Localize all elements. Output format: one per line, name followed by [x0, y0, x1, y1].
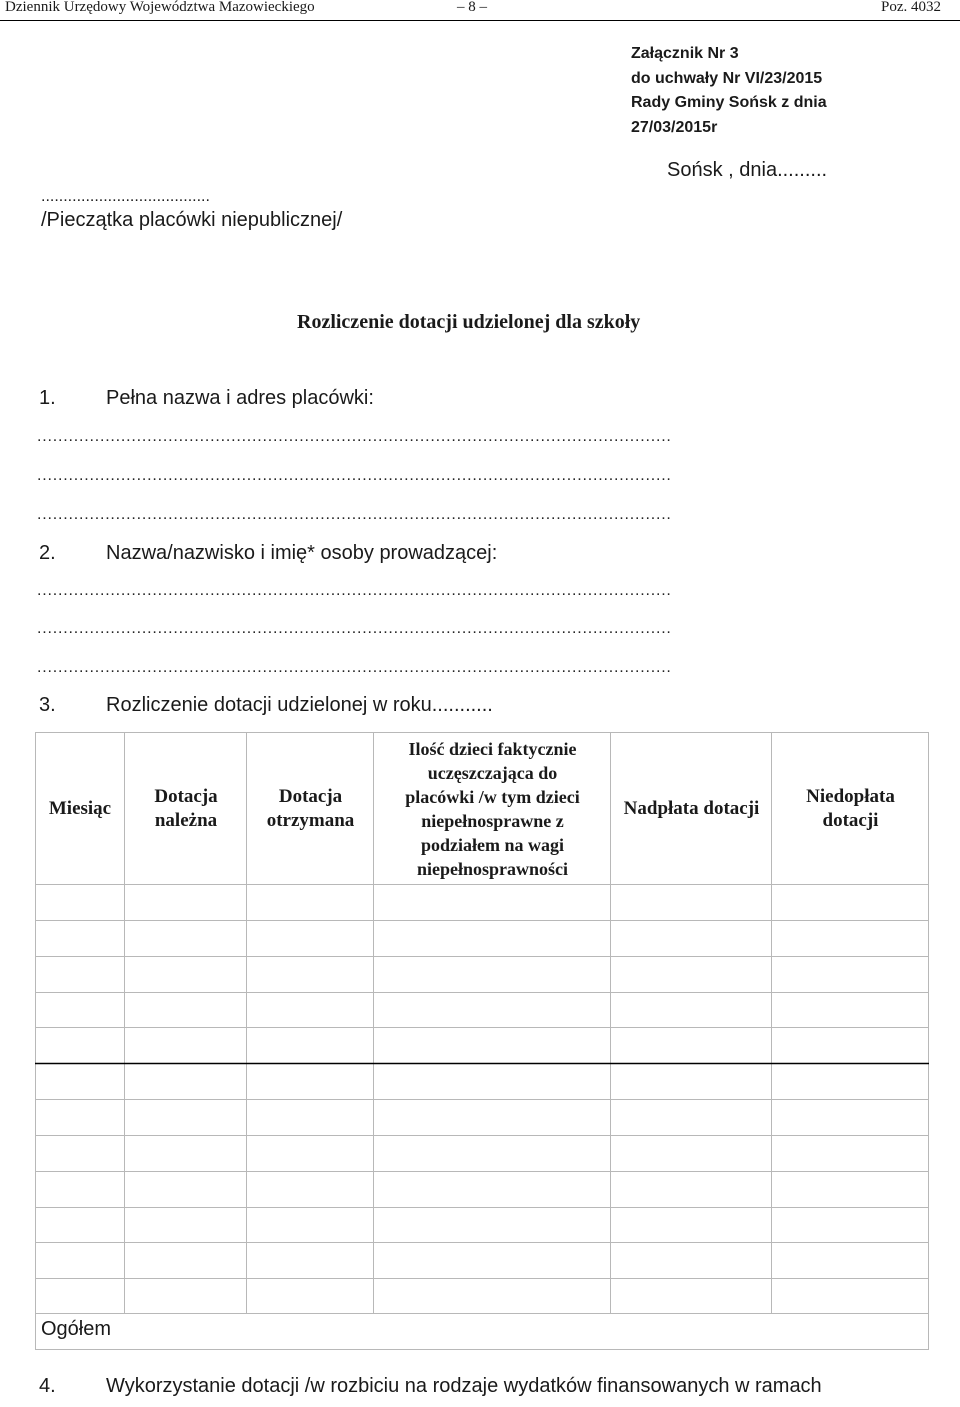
journal-title: Dziennik Urzędowy Województwa Mazowieckiego [5, 0, 315, 15]
section-1-label: Pełna nazwa i adres placówki: [106, 387, 374, 409]
dotted-line: ......................................................................................................................... [37, 582, 672, 599]
header-grant-due-line1: Dotacja [154, 786, 218, 807]
header-underpayment [772, 733, 929, 885]
header-children-line3: placówki /w tym dzieci [405, 787, 580, 807]
header-grant-due-line2: należna [154, 810, 218, 831]
header-grant-received [247, 733, 374, 885]
header-month-label: Miesiąc [48, 798, 112, 819]
annex-line-1: Załącznik Nr 3 [631, 45, 739, 62]
dotted-line: ......................................................................................................................... [37, 428, 672, 445]
dotted-line: ......................................................................................................................... [37, 506, 672, 523]
section-4-label: Wykorzystanie dotacji /w rozbiciu na rodzaje wydatków finansowanych w ramach [106, 1375, 822, 1397]
stamp-dots: ...................................... [41, 188, 210, 205]
dotted-line: ......................................................................................................................... [37, 467, 672, 484]
header-children-count [374, 734, 611, 884]
annex-line-2: do uchwały Nr VI/23/2015 [631, 69, 823, 87]
header-children-line5: podziałem na wagi [420, 835, 564, 855]
header-children-line1: Ilość dzieci faktycznie [408, 739, 577, 759]
header-grant-received-line2: otrzymana [266, 810, 355, 831]
place-date: Sońsk , dnia......... [667, 159, 828, 181]
section-4-number: 4. [39, 1375, 56, 1397]
stamp-label: /Pieczątka placówki niepublicznej/ [41, 209, 343, 231]
annex-line-3: Rady Gminy Sońsk z dnia [631, 94, 827, 111]
header-overpayment-label: Nadpłata dotacji [623, 798, 760, 819]
header-grant-received-line1: Dotacja [278, 786, 343, 807]
section-2-label: Nazwa/nazwisko i imię* osoby prowadzącej: [106, 542, 498, 564]
header-grant-due [125, 733, 247, 885]
position-number: Poz. 4032 [881, 0, 941, 15]
section-2-number: 2. [39, 542, 56, 564]
section-3-number: 3. [39, 694, 56, 716]
header-children-line4: niepełnosprawne z [421, 811, 564, 831]
header-children-line2: uczęszczająca do [427, 763, 558, 783]
page-number: – 8 – [457, 0, 487, 15]
section-1-number: 1. [39, 387, 56, 409]
header-overpayment [611, 733, 772, 885]
header-underpayment-line1: Niedopłata [806, 786, 895, 807]
section-3-label: Rozliczenie dotacji udzielonej w roku........... [106, 694, 493, 716]
dotted-line: ......................................................................................................................... [37, 659, 672, 676]
dotted-line: ......................................................................................................................... [37, 620, 672, 637]
document-title: Rozliczenie dotacji udzielonej dla szkoły [297, 311, 641, 333]
annex-line-4: 27/03/2015r [631, 118, 718, 136]
header-month [35, 733, 125, 885]
total-label: Ogółem [41, 1318, 112, 1340]
header-children-line6: niepełnosprawności [416, 859, 569, 879]
header-underpayment-line2: dotacji [822, 810, 879, 831]
